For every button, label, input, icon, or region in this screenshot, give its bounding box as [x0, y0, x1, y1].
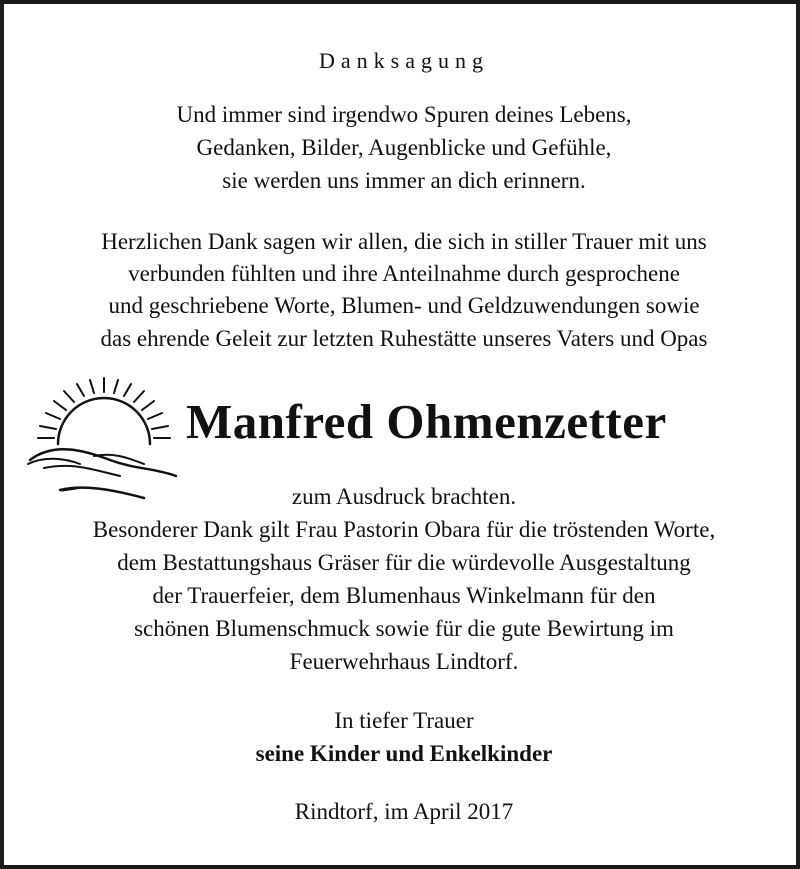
body-line: Besonderer Dank gilt Frau Pastorin Obara für die tröstenden Worte,	[92, 517, 716, 542]
body-line: schönen Blumenschmuck sowie für die gute Bewirtung im	[134, 616, 674, 641]
thanks-line: Herzlichen Dank sagen wir allen, die sich in stiller Trauer mit uns	[101, 229, 707, 254]
body-line: Feuerwehrhaus Lindtorf.	[289, 649, 519, 674]
deceased-name: Manfred Ohmenzetter	[186, 394, 667, 449]
body-line: dem Bestattungshaus Gräser für die würdevolle Ausgestaltung	[117, 550, 691, 575]
body-line: zum Ausdruck brachten.	[291, 484, 517, 509]
poem-line: Gedanken, Bilder, Augenblicke und Gefühle,	[196, 135, 612, 160]
poem-line: Und immer sind irgendwo Spuren deines Lebens,	[176, 102, 632, 127]
thanks-line: verbunden fühlten und ihre Anteilnahme durch gesprochene	[128, 261, 680, 286]
closing-text: In tiefer Trauer	[334, 708, 474, 733]
body-line: der Trauerfeier, dem Blumenhaus Winkelmann für den	[152, 583, 656, 608]
signature: seine Kinder und Enkelkinder	[255, 741, 553, 766]
thanks-line: und geschriebene Worte, Blumen- und Geldzuwendungen sowie	[108, 293, 700, 318]
place-date: Rindtorf, im April 2017	[294, 799, 514, 824]
poem-line: sie werden uns immer an dich erinnern.	[222, 168, 586, 193]
thanks-line: das ehrende Geleit zur letzten Ruhestätte unseres Vaters und Opas	[100, 326, 708, 351]
notice-heading: Danksagung	[319, 48, 489, 73]
